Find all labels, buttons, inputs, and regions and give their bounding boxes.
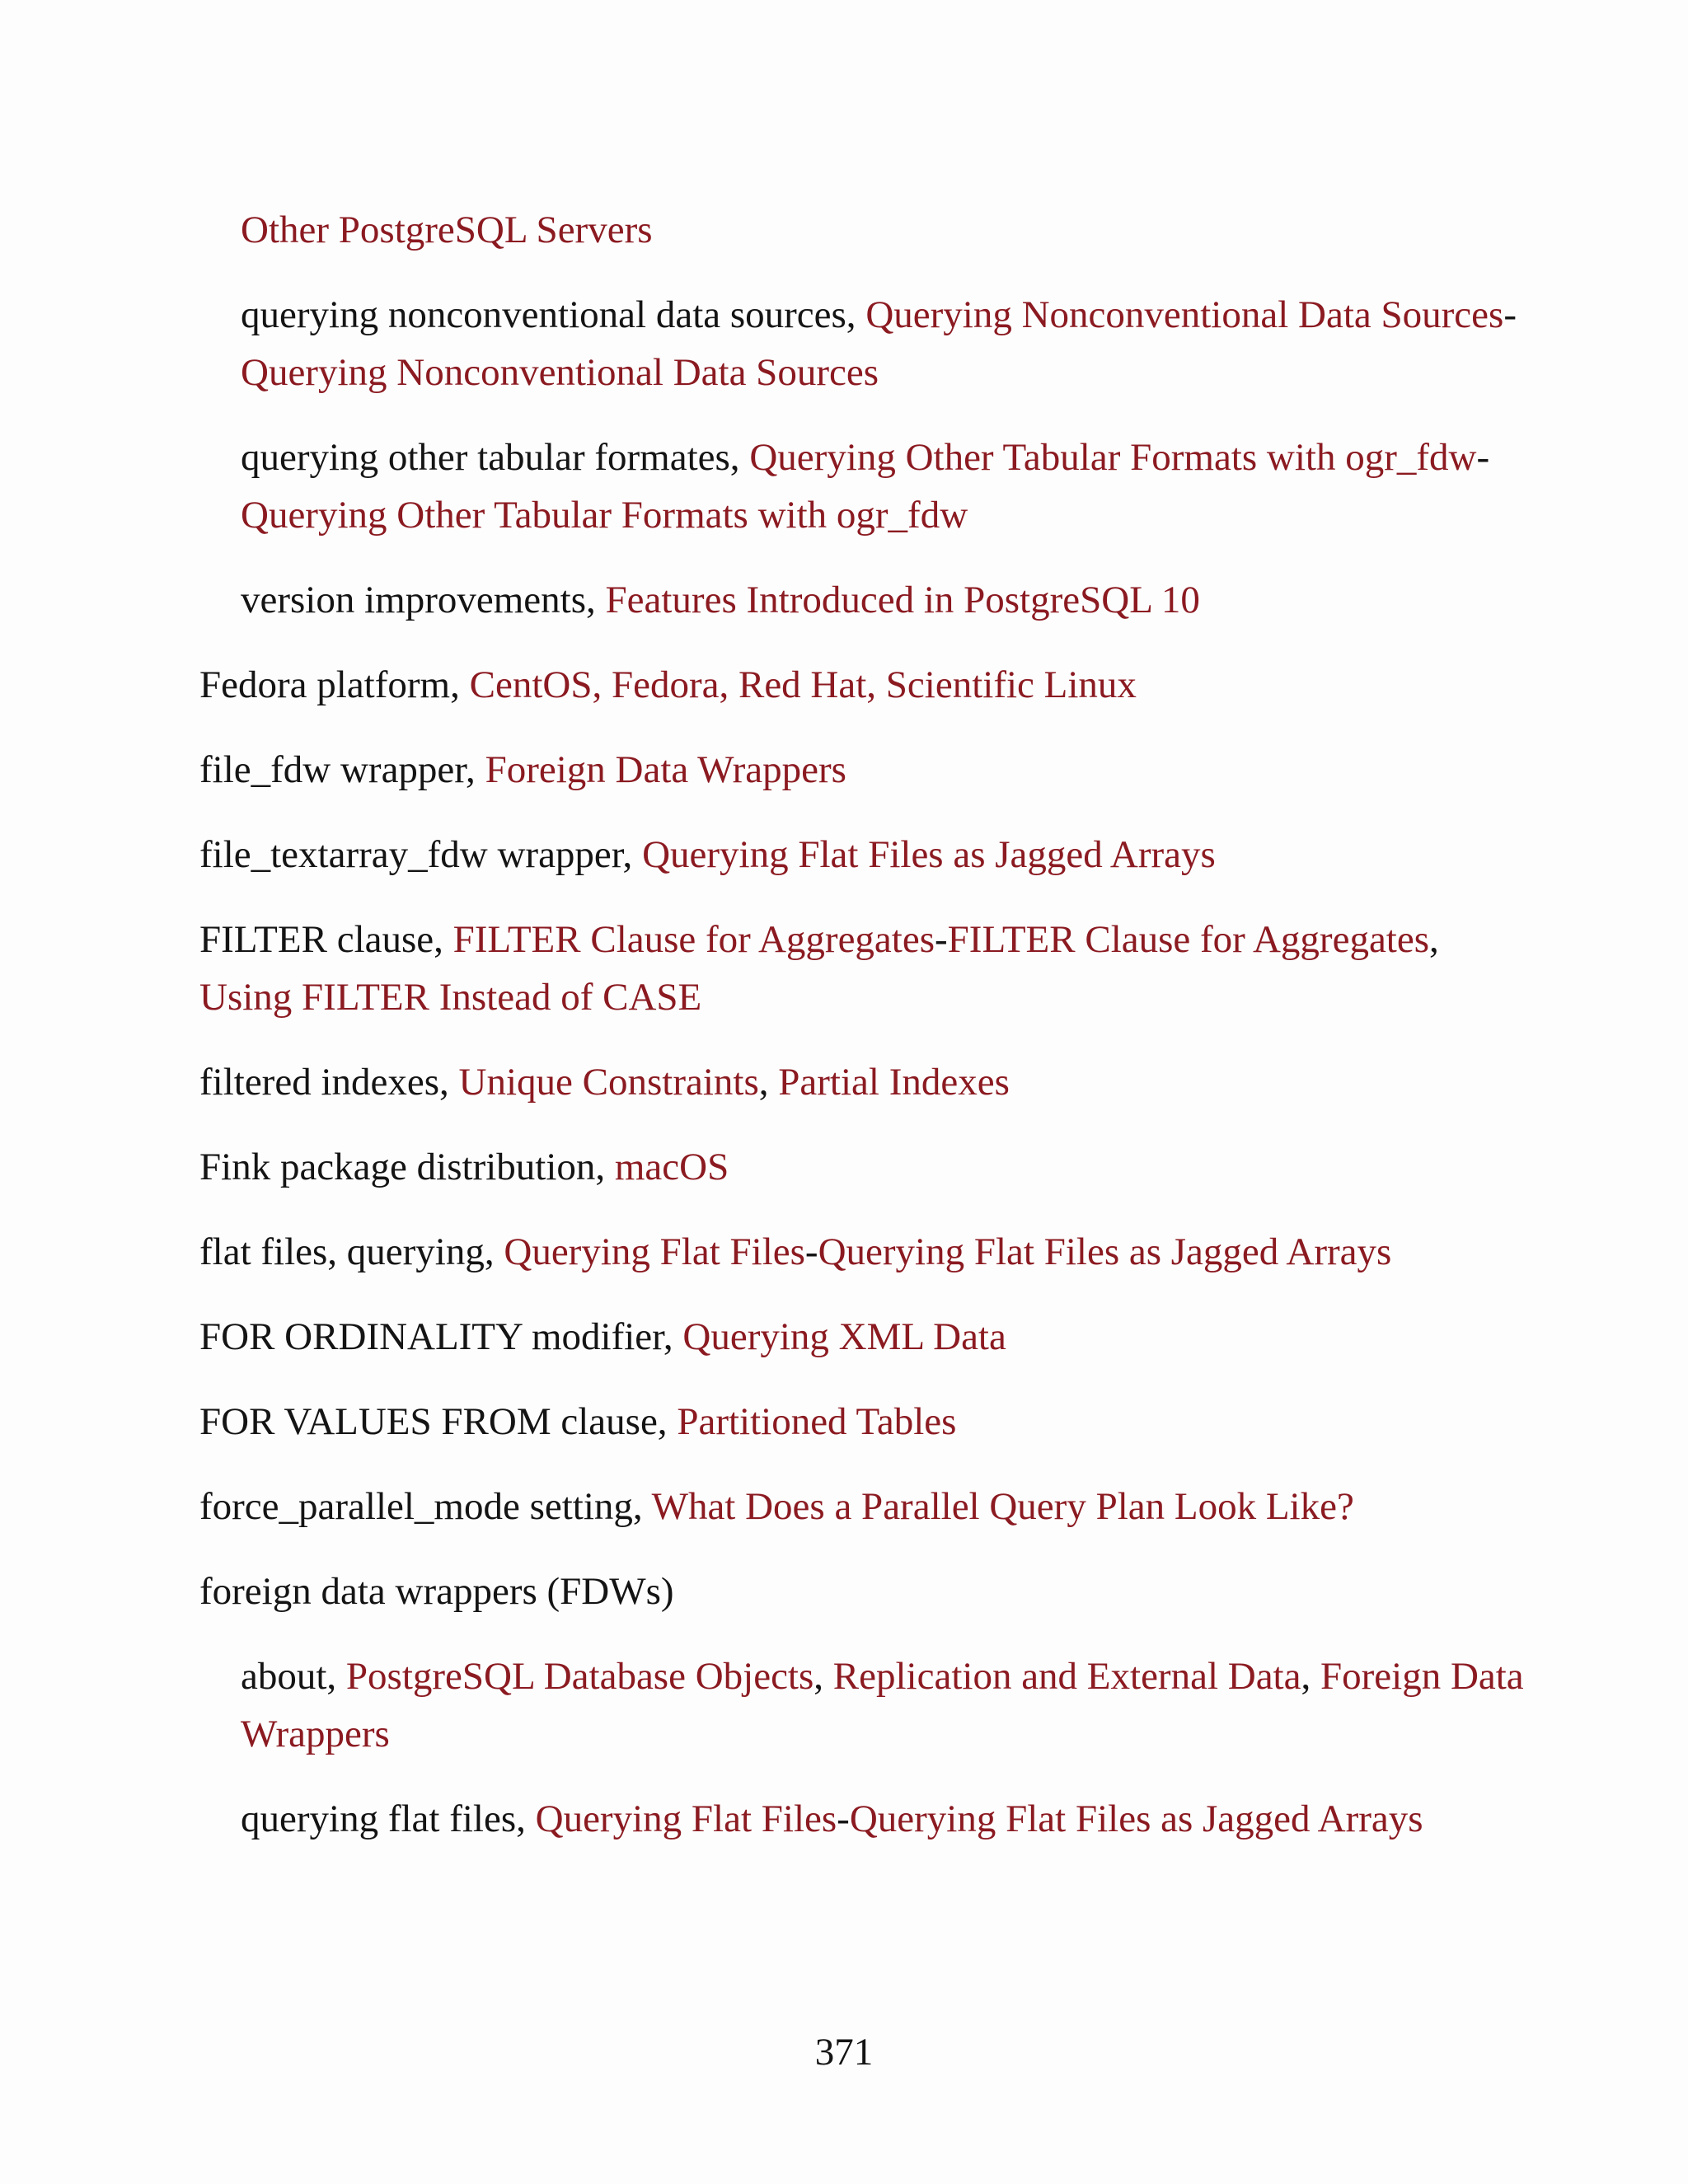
index-entry [199, 1563, 1535, 1620]
subentry-term: - [837, 1797, 850, 1840]
subentry-term: querying other tabular formates, [241, 436, 750, 479]
entry-term: filtered indexes, [199, 1061, 459, 1104]
index-link[interactable]: Querying Other Tabular Formats with ogr_fdw [241, 494, 968, 537]
entry-term: , [758, 1061, 779, 1104]
index-link[interactable]: FILTER Clause for Aggregates [947, 918, 1430, 961]
index-subentry [199, 1647, 1535, 1763]
entry-term: , [1429, 918, 1439, 961]
index-link[interactable]: Foreign Data Wrappers [241, 1655, 1524, 1755]
entry-term: file_textarray_fdw wrapper, [199, 833, 643, 876]
index-link[interactable]: Querying Flat Files [535, 1797, 837, 1840]
entry-term: file_fdw wrapper, [199, 748, 485, 791]
subentry-term: , [1301, 1655, 1320, 1698]
index-link[interactable]: PostgreSQL Database Objects [345, 1655, 814, 1698]
entry-term: flat files, querying, [199, 1230, 504, 1273]
index-link[interactable]: Querying Nonconventional Data Sources [865, 293, 1504, 336]
index-entry [199, 1478, 1535, 1535]
subentry-term: querying nonconventional data sources, [241, 293, 866, 336]
entry-term: FILTER clause, [199, 918, 453, 961]
subentry-term: - [1503, 293, 1517, 336]
index-link[interactable]: Querying Flat Files [504, 1230, 805, 1273]
index-link[interactable]: Partial Indexes [778, 1061, 1010, 1104]
subentry-term: - [1476, 436, 1490, 479]
index-link[interactable]: Querying Other Tabular Formats with ogr_fdw [749, 436, 1477, 479]
index-entry-list [199, 201, 1535, 1875]
index-subentry [199, 1790, 1535, 1848]
entry-term: Fedora platform, [199, 663, 470, 706]
index-link[interactable]: Partitioned Tables [677, 1400, 957, 1443]
index-link[interactable]: Unique Constraints [458, 1061, 759, 1104]
page-number: 371 [814, 2031, 874, 2074]
index-entry [199, 826, 1535, 883]
entry-term: force_parallel_mode setting, [199, 1485, 652, 1528]
subentry-term: querying flat files, [241, 1797, 536, 1840]
index-entry [199, 1308, 1535, 1366]
index-link[interactable]: Replication and External Data [832, 1655, 1301, 1698]
index-link[interactable]: Using FILTER Instead of CASE [199, 976, 702, 1019]
index-entry [199, 1138, 1535, 1196]
index-link[interactable]: Querying Flat Files as Jagged Arrays [818, 1230, 1392, 1273]
index-link[interactable]: Features Introduced in PostgreSQL 10 [605, 579, 1200, 621]
entry-term: FOR ORDINALITY modifier, [199, 1315, 683, 1358]
index-link[interactable]: Foreign Data Wrappers [485, 748, 846, 791]
index-link[interactable]: Querying Flat Files as Jagged Arrays [642, 833, 1216, 876]
index-subentry [199, 286, 1535, 401]
index-link[interactable]: FILTER Clause for Aggregates [452, 918, 935, 961]
index-link[interactable]: Querying Nonconventional Data Sources [241, 351, 879, 394]
subentry-term: , [814, 1655, 833, 1698]
index-entry [199, 1223, 1535, 1281]
index-link[interactable]: Querying Flat Files as Jagged Arrays [849, 1797, 1423, 1840]
entry-term: - [935, 918, 948, 961]
index-entry [199, 911, 1535, 1026]
subentry-term: version improvements, [241, 579, 606, 621]
index-link[interactable]: Querying XML Data [682, 1315, 1006, 1358]
index-entry [199, 741, 1535, 799]
subentry-term: about, [241, 1655, 346, 1698]
index-entry [199, 1393, 1535, 1451]
index-entry [199, 656, 1535, 714]
index-subentry [199, 429, 1535, 544]
index-link[interactable]: macOS [614, 1146, 729, 1188]
index-subentry [199, 201, 1535, 259]
index-link[interactable]: What Does a Parallel Query Plan Look Like? [651, 1485, 1354, 1528]
index-entry [199, 1053, 1535, 1111]
entry-term: foreign data wrappers (FDWs) [199, 1570, 674, 1613]
entry-term: Fink package distribution, [199, 1146, 615, 1188]
index-link[interactable]: Other PostgreSQL Servers [241, 209, 653, 251]
index-subentry [199, 571, 1535, 629]
entry-term: - [804, 1230, 818, 1273]
index-link[interactable]: CentOS, Fedora, Red Hat, Scientific Linux [469, 663, 1137, 706]
entry-term: FOR VALUES FROM clause, [199, 1400, 678, 1443]
